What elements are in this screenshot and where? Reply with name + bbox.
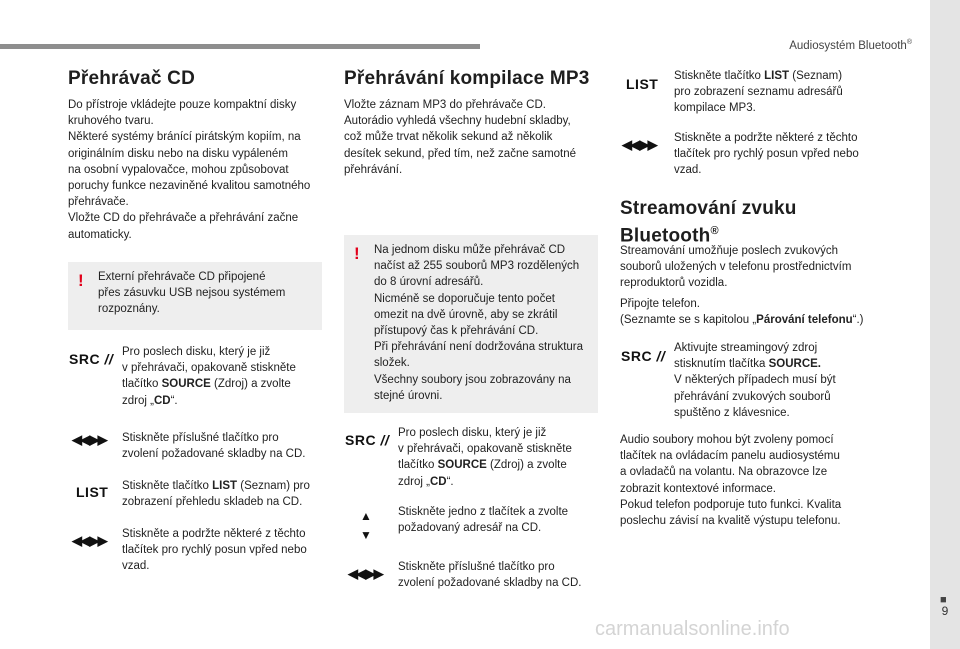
chapter-header: Audiosystém Bluetooth® <box>789 39 912 52</box>
list-button-icon: LIST <box>76 484 109 500</box>
warning-icon: ! <box>354 244 360 263</box>
note-mp3-limits: ! Na jednom disku může přehrávač CD načíst až 255 souborů MP3 rozdělených do 8 úrovní adresářů. Nicméně se doporučuje tento počet omezit na dvě úrovně, aby se zkrátil přístupový čas k přehrávání CD. Při přehrávání není dodržována struktura složek. Všechny soubory jsou zobrazovány na stejné úrovni. <box>344 235 598 413</box>
side-mark: ■ <box>940 594 947 606</box>
watermark-footer: carmanualsonline.info <box>595 618 790 640</box>
mp3-fast-seek-text: Stiskněte a podržte některé z těchto tlačítek pro rychlý posun vpřed nebo vzad. <box>674 132 859 177</box>
page-number: 9 <box>941 604 949 618</box>
fast-seek-buttons-icon: ◀◀ ▶▶ <box>72 533 106 548</box>
header-rule <box>0 44 480 49</box>
down-arrow-icon: ▼ <box>360 528 372 542</box>
list-button-icon: LIST <box>626 76 659 92</box>
streaming-outro-text: Audio soubory mohou být zvoleny pomocí tlačítek na ovládacím panelu audiosystému a ovladačů na volantu. Na obrazovce lze zobrazit kontextové informace. Pokud telefon podporuje tuto funkci. Kvalita poslechu závisí na kvalitě výstupu telefonu. <box>620 434 842 528</box>
up-arrow-icon: ▲ <box>360 509 372 523</box>
section-title-mp3: Přehrávání kompilace MP3 <box>344 68 590 89</box>
seek-buttons-icon: ◀◀ ▶▶ <box>348 566 382 581</box>
mp3-source-text: Pro poslech disku, který je již v přehrávači, opakovaně stiskněte tlačítko SOURCE (Zdroj) a zvolte zdroj „CD“. <box>398 427 572 488</box>
source-button-icon: SRC // <box>621 348 666 364</box>
cd-intro-text: Do přístroje vkládejte pouze kompaktní disky kruhového tvaru. Některé systémy bránící pirátským kopiím, na originálním disku nebo na disku vypáleném na osobní vypalovačce, mohou způsobovat poruchy funkce nezaviněné kvalitou samotného přehrávače. Vložte CD do přehrávače a přehrávání začne automaticky. <box>68 99 311 241</box>
section-title-cd-player: Přehrávač CD <box>68 68 196 89</box>
cd-list-text: Stiskněte tlačítko LIST (Seznam) pro zobrazení přehledu skladeb na CD. <box>122 480 310 509</box>
mp3-intro-text: Vložte záznam MP3 do přehrávače CD. Autorádio vyhledá všechny hudební skladby, což může trvat několik sekund až několik desítek sekund, před tím, než začne samotné přehrávání. <box>344 99 577 176</box>
mp3-seek-text: Stiskněte příslušné tlačítko pro zvolení požadované skladby na CD. <box>398 561 582 590</box>
fast-seek-buttons-icon: ◀◀ ▶▶ <box>622 137 656 152</box>
source-button-icon: SRC // <box>69 351 114 367</box>
seek-buttons-icon: ◀◀ ▶▶ <box>72 432 106 447</box>
note-usb-cd: ! Externí přehrávače CD připojené přes zásuvku USB nejsou systémem rozpoznány. <box>68 262 322 330</box>
cd-seek-text: Stiskněte příslušné tlačítko pro zvolení požadované skladby na CD. <box>122 432 306 461</box>
mp3-list-text: Stiskněte tlačítko LIST (Seznam) pro zobrazení seznamu adresářů kompilace MP3. <box>674 70 843 115</box>
source-button-icon: SRC // <box>345 432 390 448</box>
streaming-source-text: Aktivujte streamingový zdroj stisknutím tlačítka SOURCE. V některých případech musí být přehrávání zvukových souborů spuštěno z klávesnice. <box>674 342 836 419</box>
side-tab <box>930 0 960 649</box>
cd-fast-seek-text: Stiskněte a podržte některé z těchto tlačítek pro rychlý posun vpřed nebo vzad. <box>122 528 307 573</box>
warning-icon: ! <box>78 271 84 290</box>
section-title-bluetooth-streaming: Streamování zvuku Bluetooth® <box>620 198 797 247</box>
streaming-intro-text: Streamování umožňuje poslech zvukových souborů uložených v telefonu prostřednictvím reproduktorů vozidla. <box>620 245 852 290</box>
mp3-folder-text: Stiskněte jedno z tlačítek a zvolte požadovaný adresář na CD. <box>398 506 569 535</box>
connect-phone-text: Připojte telefon. (Seznamte se s kapitolou „Párování telefonu“.) <box>620 298 864 327</box>
cd-source-text: Pro poslech disku, který je již v přehrávači, opakovaně stiskněte tlačítko SOURCE (Zdroj) a zvolte zdroj „CD“. <box>122 346 296 407</box>
